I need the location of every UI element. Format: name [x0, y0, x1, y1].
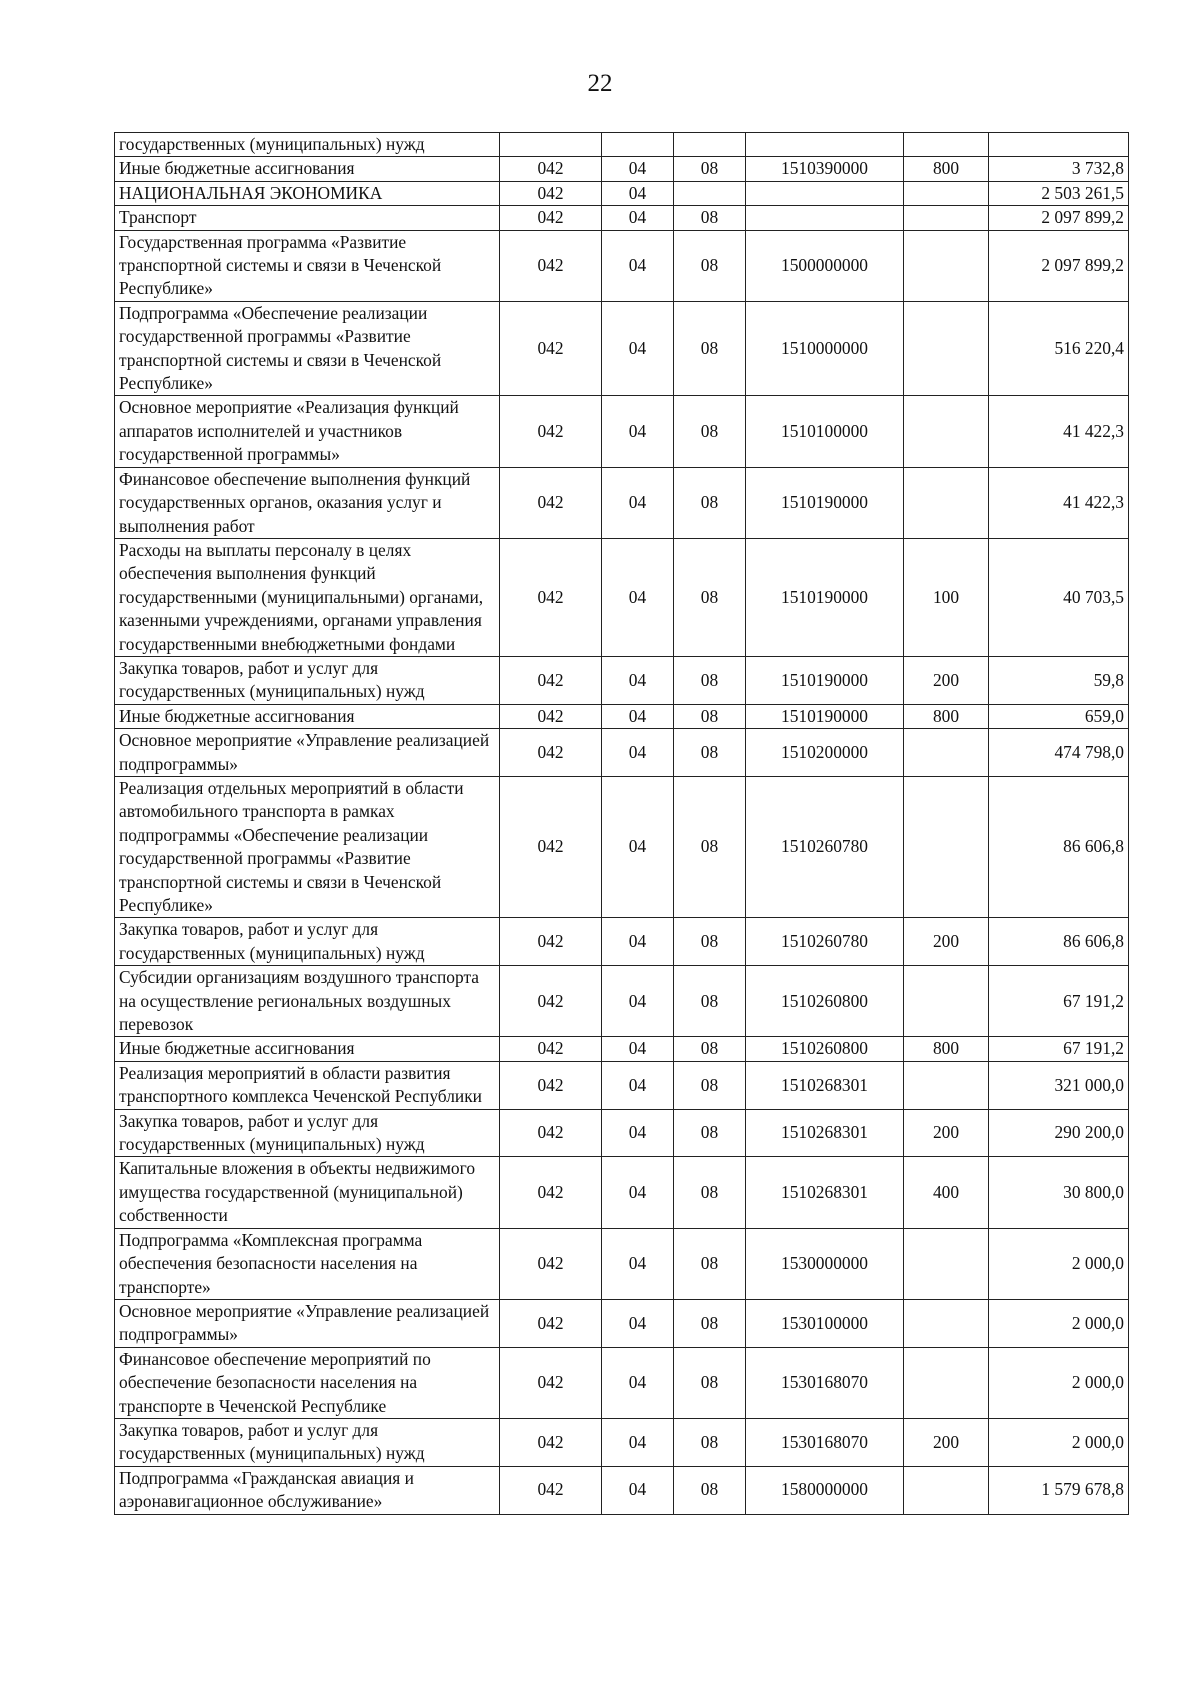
cell-section-code: 04: [602, 1109, 674, 1157]
cell-amount: 59,8: [989, 656, 1129, 704]
cell-section-code: 04: [602, 1418, 674, 1466]
cell-section-code: 04: [602, 1347, 674, 1418]
cell-target-article: 1510190000: [746, 538, 904, 656]
cell-name: Закупка товаров, работ и услуг для государственных (муниципальных) нужд: [115, 656, 500, 704]
table-row: [115, 157, 1129, 181]
cell-section-code: 04: [602, 1466, 674, 1514]
cell-name: Закупка товаров, работ и услуг для государственных (муниципальных) нужд: [115, 918, 500, 966]
table-row: [115, 1157, 1129, 1228]
cell-section-code: 04: [602, 704, 674, 728]
cell-expense-type: [904, 206, 989, 230]
cell-subsection-code: 08: [674, 1347, 746, 1418]
cell-target-article: 1530000000: [746, 1228, 904, 1299]
cell-expense-type: 100: [904, 538, 989, 656]
cell-target-article: [746, 133, 904, 157]
cell-amount: 86 606,8: [989, 918, 1129, 966]
cell-target-article: 1510190000: [746, 704, 904, 728]
cell-name: Подпрограмма «Обеспечение реализации государственной программы «Развитие транспортной системы и связи в Чеченской Республике»: [115, 301, 500, 396]
cell-section-code: 04: [602, 301, 674, 396]
cell-target-article: 1500000000: [746, 230, 904, 301]
table-row: [115, 776, 1129, 917]
cell-ministry-code: 042: [500, 1037, 602, 1061]
cell-expense-type: [904, 467, 989, 538]
cell-amount: 1 579 678,8: [989, 1466, 1129, 1514]
cell-ministry-code: 042: [500, 301, 602, 396]
cell-subsection-code: 08: [674, 230, 746, 301]
cell-target-article: 1510000000: [746, 301, 904, 396]
cell-expense-type: [904, 1299, 989, 1347]
cell-amount: 321 000,0: [989, 1061, 1129, 1109]
cell-target-article: 1510200000: [746, 729, 904, 777]
cell-ministry-code: 042: [500, 729, 602, 777]
cell-ministry-code: 042: [500, 1418, 602, 1466]
cell-name: НАЦИОНАЛЬНАЯ ЭКОНОМИКА: [115, 181, 500, 205]
cell-ministry-code: 042: [500, 776, 602, 917]
cell-amount: 516 220,4: [989, 301, 1129, 396]
cell-section-code: 04: [602, 206, 674, 230]
cell-expense-type: 200: [904, 1418, 989, 1466]
cell-expense-type: [904, 301, 989, 396]
cell-subsection-code: 08: [674, 157, 746, 181]
cell-ministry-code: 042: [500, 230, 602, 301]
cell-expense-type: [904, 966, 989, 1037]
cell-ministry-code: 042: [500, 1061, 602, 1109]
cell-target-article: 1510268301: [746, 1109, 904, 1157]
cell-target-article: 1510268301: [746, 1157, 904, 1228]
cell-ministry-code: 042: [500, 1109, 602, 1157]
cell-ministry-code: 042: [500, 1157, 602, 1228]
cell-section-code: [602, 133, 674, 157]
table-row: [115, 1466, 1129, 1514]
cell-expense-type: 800: [904, 157, 989, 181]
cell-amount: 30 800,0: [989, 1157, 1129, 1228]
cell-name: Финансовое обеспечение мероприятий по обеспечение безопасности населения на транспорте в Чеченской Республике: [115, 1347, 500, 1418]
table-row: [115, 656, 1129, 704]
table-row: [115, 966, 1129, 1037]
cell-expense-type: 400: [904, 1157, 989, 1228]
cell-name: Субсидии организациям воздушного транспорта на осуществление региональных воздушных перевозок: [115, 966, 500, 1037]
cell-section-code: 04: [602, 1299, 674, 1347]
cell-subsection-code: 08: [674, 1037, 746, 1061]
cell-amount: 2 000,0: [989, 1228, 1129, 1299]
cell-subsection-code: 08: [674, 1109, 746, 1157]
cell-section-code: 04: [602, 1157, 674, 1228]
cell-expense-type: 800: [904, 1037, 989, 1061]
cell-subsection-code: 08: [674, 918, 746, 966]
table-row: [115, 396, 1129, 467]
cell-ministry-code: 042: [500, 157, 602, 181]
cell-subsection-code: 08: [674, 1157, 746, 1228]
cell-name: Иные бюджетные ассигнования: [115, 157, 500, 181]
cell-section-code: 04: [602, 467, 674, 538]
cell-target-article: 1510190000: [746, 467, 904, 538]
cell-expense-type: 200: [904, 918, 989, 966]
table-row: [115, 206, 1129, 230]
cell-subsection-code: 08: [674, 1061, 746, 1109]
cell-ministry-code: [500, 133, 602, 157]
table-body: [115, 133, 1129, 1515]
table-row: [115, 1109, 1129, 1157]
table-row: [115, 704, 1129, 728]
cell-name: Основное мероприятие «Управление реализацией подпрограммы»: [115, 729, 500, 777]
cell-amount: 474 798,0: [989, 729, 1129, 777]
cell-expense-type: 200: [904, 656, 989, 704]
cell-section-code: 04: [602, 230, 674, 301]
cell-ministry-code: 042: [500, 396, 602, 467]
cell-target-article: 1580000000: [746, 1466, 904, 1514]
cell-subsection-code: 08: [674, 206, 746, 230]
cell-ministry-code: 042: [500, 181, 602, 205]
cell-expense-type: [904, 1061, 989, 1109]
table-row: [115, 1061, 1129, 1109]
cell-section-code: 04: [602, 918, 674, 966]
cell-name: Государственная программа «Развитие транспортной системы и связи в Чеченской Республике»: [115, 230, 500, 301]
cell-ministry-code: 042: [500, 1347, 602, 1418]
cell-target-article: 1530168070: [746, 1347, 904, 1418]
table-row: [115, 1228, 1129, 1299]
table-row: [115, 1299, 1129, 1347]
cell-subsection-code: 08: [674, 467, 746, 538]
cell-ministry-code: 042: [500, 1299, 602, 1347]
cell-section-code: 04: [602, 1228, 674, 1299]
cell-section-code: 04: [602, 656, 674, 704]
cell-ministry-code: 042: [500, 1228, 602, 1299]
cell-subsection-code: 08: [674, 1299, 746, 1347]
cell-target-article: 1510260800: [746, 966, 904, 1037]
table-row: [115, 1037, 1129, 1061]
cell-target-article: 1530100000: [746, 1299, 904, 1347]
cell-subsection-code: 08: [674, 538, 746, 656]
cell-target-article: 1510260800: [746, 1037, 904, 1061]
cell-target-article: [746, 181, 904, 205]
cell-amount: 67 191,2: [989, 1037, 1129, 1061]
cell-ministry-code: 042: [500, 1466, 602, 1514]
cell-amount: 2 000,0: [989, 1347, 1129, 1418]
cell-ministry-code: 042: [500, 656, 602, 704]
cell-target-article: 1510260780: [746, 918, 904, 966]
cell-section-code: 04: [602, 1037, 674, 1061]
cell-name: Иные бюджетные ассигнования: [115, 704, 500, 728]
cell-subsection-code: 08: [674, 656, 746, 704]
cell-expense-type: 800: [904, 704, 989, 728]
cell-section-code: 04: [602, 776, 674, 917]
cell-name: Реализация отдельных мероприятий в области автомобильного транспорта в рамках подпрограммы «Обеспечение реализации государственной программы «Развитие транспортной системы и связи в Чеченской Республике»: [115, 776, 500, 917]
cell-amount: 41 422,3: [989, 396, 1129, 467]
table-row: [115, 230, 1129, 301]
cell-subsection-code: 08: [674, 966, 746, 1037]
cell-name: государственных (муниципальных) нужд: [115, 133, 500, 157]
table-row: [115, 133, 1129, 157]
cell-amount: 3 732,8: [989, 157, 1129, 181]
cell-section-code: 04: [602, 538, 674, 656]
cell-target-article: 1530168070: [746, 1418, 904, 1466]
table-row: [115, 181, 1129, 205]
cell-expense-type: [904, 1347, 989, 1418]
cell-expense-type: [904, 133, 989, 157]
cell-expense-type: [904, 396, 989, 467]
cell-name: Капитальные вложения в объекты недвижимого имущества государственной (муниципальной) собственности: [115, 1157, 500, 1228]
page-number: 22: [587, 70, 613, 97]
cell-name: Реализация мероприятий в области развития транспортного комплекса Чеченской Республики: [115, 1061, 500, 1109]
cell-name: Закупка товаров, работ и услуг для государственных (муниципальных) нужд: [115, 1109, 500, 1157]
cell-subsection-code: 08: [674, 704, 746, 728]
cell-target-article: 1510268301: [746, 1061, 904, 1109]
cell-name: Финансовое обеспечение выполнения функций государственных органов, оказания услуг и выполнения работ: [115, 467, 500, 538]
cell-ministry-code: 042: [500, 206, 602, 230]
cell-expense-type: [904, 181, 989, 205]
cell-name: Транспорт: [115, 206, 500, 230]
cell-ministry-code: 042: [500, 918, 602, 966]
cell-name: Основное мероприятие «Реализация функций аппаратов исполнителей и участников государственной программы»: [115, 396, 500, 467]
cell-name: Расходы на выплаты персоналу в целях обеспечения выполнения функций государственными (муниципальными) органами, казенными учреждениями, органами управления государственными внебюджетными фондами: [115, 538, 500, 656]
cell-subsection-code: [674, 181, 746, 205]
cell-section-code: 04: [602, 157, 674, 181]
cell-target-article: 1510390000: [746, 157, 904, 181]
cell-subsection-code: 08: [674, 1418, 746, 1466]
cell-name: Иные бюджетные ассигнования: [115, 1037, 500, 1061]
cell-subsection-code: 08: [674, 1228, 746, 1299]
cell-ministry-code: 042: [500, 704, 602, 728]
table-row: [115, 467, 1129, 538]
cell-expense-type: [904, 230, 989, 301]
cell-ministry-code: 042: [500, 467, 602, 538]
cell-name: Подпрограмма «Комплексная программа обеспечения безопасности населения на транспорте»: [115, 1228, 500, 1299]
cell-subsection-code: 08: [674, 776, 746, 917]
cell-section-code: 04: [602, 1061, 674, 1109]
budget-table: [114, 132, 1129, 1515]
cell-section-code: 04: [602, 181, 674, 205]
cell-name: Основное мероприятие «Управление реализацией подпрограммы»: [115, 1299, 500, 1347]
cell-section-code: 04: [602, 729, 674, 777]
cell-target-article: 1510260780: [746, 776, 904, 917]
cell-amount: 659,0: [989, 704, 1129, 728]
cell-subsection-code: 08: [674, 1466, 746, 1514]
cell-expense-type: [904, 729, 989, 777]
cell-ministry-code: 042: [500, 538, 602, 656]
cell-amount: 2 097 899,2: [989, 206, 1129, 230]
cell-section-code: 04: [602, 396, 674, 467]
cell-expense-type: [904, 1466, 989, 1514]
table-row: [115, 1418, 1129, 1466]
cell-amount: 2 097 899,2: [989, 230, 1129, 301]
cell-subsection-code: 08: [674, 301, 746, 396]
cell-expense-type: [904, 1228, 989, 1299]
cell-expense-type: [904, 776, 989, 917]
cell-subsection-code: [674, 133, 746, 157]
cell-target-article: 1510100000: [746, 396, 904, 467]
cell-subsection-code: 08: [674, 396, 746, 467]
cell-expense-type: 200: [904, 1109, 989, 1157]
cell-amount: 2 000,0: [989, 1299, 1129, 1347]
cell-subsection-code: 08: [674, 729, 746, 777]
table-row: [115, 538, 1129, 656]
cell-name: Закупка товаров, работ и услуг для государственных (муниципальных) нужд: [115, 1418, 500, 1466]
table-row: [115, 729, 1129, 777]
cell-target-article: [746, 206, 904, 230]
cell-amount: [989, 133, 1129, 157]
cell-amount: 86 606,8: [989, 776, 1129, 917]
cell-amount: 2 000,0: [989, 1418, 1129, 1466]
cell-amount: 40 703,5: [989, 538, 1129, 656]
cell-section-code: 04: [602, 966, 674, 1037]
cell-amount: 290 200,0: [989, 1109, 1129, 1157]
cell-amount: 67 191,2: [989, 966, 1129, 1037]
cell-ministry-code: 042: [500, 966, 602, 1037]
cell-name: Подпрограмма «Гражданская авиация и аэронавигационное обслуживание»: [115, 1466, 500, 1514]
cell-amount: 41 422,3: [989, 467, 1129, 538]
table-row: [115, 918, 1129, 966]
cell-amount: 2 503 261,5: [989, 181, 1129, 205]
table-row: [115, 301, 1129, 396]
cell-target-article: 1510190000: [746, 656, 904, 704]
table-row: [115, 1347, 1129, 1418]
